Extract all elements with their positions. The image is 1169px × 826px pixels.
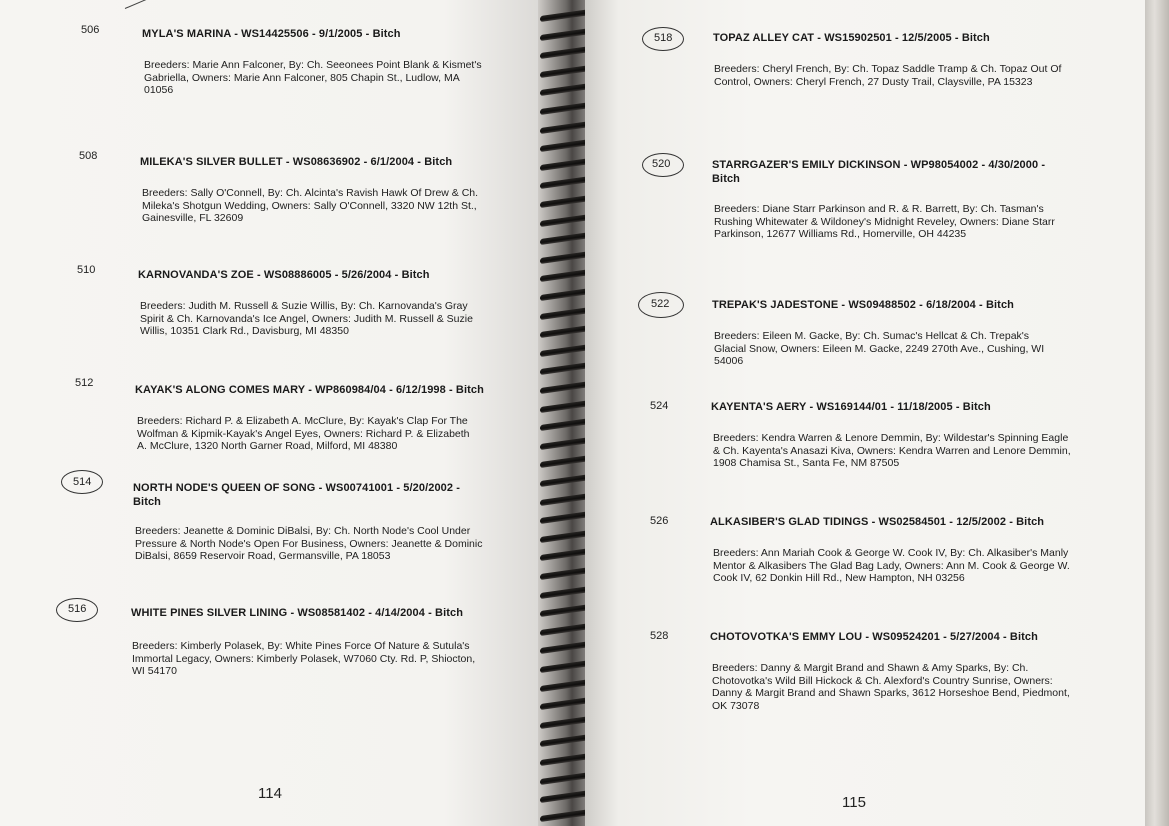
entry-details: Breeders: Jeanette & Dominic DiBalsi, By: Ch. North Node's Cool Under Pressure & North Node's Open For Business, Owners: Jeanette & Dominic DiBalsi, 8659 Reservoir Road, Germansville, PA 18053: [135, 525, 483, 562]
entry-title: ALKASIBER'S GLAD TIDINGS - WS02584501 - 12/5/2002 - Bitch: [710, 516, 1045, 528]
entry-title: MYLA'S MARINA - WS14425506 - 9/1/2005 - Bitch: [142, 28, 401, 40]
entry-title: KAYAK'S ALONG COMES MARY - WP860984/04 - 6/12/1998 - Bitch: [135, 384, 484, 396]
entry-details: Breeders: Marie Ann Falconer, By: Ch. Seeonees Point Blank & Kismet's Gabriella, Owners: Marie Ann Falconer, 805 Chapin St., Ludlow, MA 01056: [144, 59, 482, 96]
entry-title: TOPAZ ALLEY CAT - WS15902501 - 12/5/2005 - Bitch: [713, 32, 990, 44]
entry-title: STARRGAZER'S EMILY DICKINSON - WP98054002 - 4/30/2000 - Bitch: [712, 159, 1046, 185]
entry-number: 508: [79, 150, 98, 162]
entry-number: 510: [77, 264, 96, 276]
entry-number: 522: [651, 298, 670, 310]
entry-details: Breeders: Diane Starr Parkinson and R. & R. Barrett, By: Ch. Tasman's Rushing Whitewater & Wildoney's Midnight Reveley, Owners: Diane Starr Parkinson, 12677 Williams Rd., Homerville, OH 44235: [714, 203, 1055, 240]
entry-number: 506: [81, 24, 100, 36]
entry-details: Breeders: Richard P. & Elizabeth A. McClure, By: Kayak's Clap For The Wolfman & Kipmik-Kayak's Angel Eyes, Owners: Richard P. & Elizabeth A. McClure, 1320 North Garner Road, Milford, MI 48380: [137, 415, 470, 452]
entry-number: 520: [652, 158, 671, 170]
entry-details: Breeders: Judith M. Russell & Suzie Willis, By: Ch. Karnovanda's Gray Spirit & Ch. Karnovanda's Ice Angel, Owners: Judith M. Russell & Suzie Willis, 10351 Clark Rd., Davisburg, MI 48350: [140, 300, 473, 337]
entry-number: 516: [68, 603, 87, 615]
page-edge: [1145, 0, 1169, 826]
left-page: [0, 0, 555, 826]
entry-title: NORTH NODE'S QUEEN OF SONG - WS00741001 - 5/20/2002 - Bitch: [133, 482, 461, 508]
entry-details: Breeders: Sally O'Connell, By: Ch. Alcinta's Ravish Hawk Of Drew & Ch. Mileka's Shotgun Wedding, Owners: Sally O'Connell, 3320 NW 12th St., Gainesville, FL 32609: [142, 187, 479, 224]
entry-details: Breeders: Cheryl French, By: Ch. Topaz Saddle Tramp & Ch. Topaz Out Of Control, Owners: Cheryl French, 27 Dusty Trail, Claysville, PA 15323: [714, 63, 1062, 88]
page-number: 115: [842, 794, 866, 811]
entry-number: 528: [650, 630, 669, 642]
entry-title: MILEKA'S SILVER BULLET - WS08636902 - 6/1/2004 - Bitch: [140, 156, 453, 168]
entry-details: Breeders: Kimberly Polasek, By: White Pines Force Of Nature & Sutula's Immortal Legacy, Owners: Kimberly Polasek, W7060 Cty. Rd. P, Shiocton, WI 54170: [132, 640, 476, 677]
entry-details: Breeders: Ann Mariah Cook & George W. Cook IV, By: Ch. Alkasiber's Manly Mentor & Alkasibers The Glad Bag Lady, Owners: Ann M. Cook & George W. Cook IV, 62 Donkin Hill Rd., New Hampton, NH 03256: [713, 547, 1070, 584]
entry-number: 518: [654, 32, 673, 44]
entry-number: 514: [73, 476, 92, 488]
pen-strike-mark: [125, 0, 300, 9]
entry-details: Breeders: Danny & Margit Brand and Shawn & Amy Sparks, By: Ch. Chotovotka's Wild Bill Hickock & Ch. Alexford's Country Sunrise, Owners: Danny & Margit Brand and Shawn Sparks, 3612 Horseshoe Bend, Piedmont, OK 73078: [712, 662, 1070, 712]
entry-details: Breeders: Eileen M. Gacke, By: Ch. Sumac's Hellcat & Ch. Trepak's Glacial Snow, Owners: Eileen M. Gacke, 2249 270th Ave., Cushing, WI 54006: [714, 330, 1045, 367]
right-page: [585, 0, 1145, 826]
entry-title: KARNOVANDA'S ZOE - WS08886005 - 5/26/2004 - Bitch: [138, 269, 430, 281]
entry-title: CHOTOVOTKA'S EMMY LOU - WS09524201 - 5/27/2004 - Bitch: [710, 631, 1038, 643]
entry-number: 526: [650, 515, 669, 527]
entry-number: 524: [650, 400, 669, 412]
page-number: 114: [258, 785, 282, 802]
entry-title: TREPAK'S JADESTONE - WS09488502 - 6/18/2004 - Bitch: [712, 299, 1014, 311]
entry-title: WHITE PINES SILVER LINING - WS08581402 - 4/14/2004 - Bitch: [131, 607, 464, 619]
entry-details: Breeders: Kendra Warren & Lenore Demmin, By: Wildestar's Spinning Eagle & Ch. Kayenta's Anasazi Kiva, Owners: Kendra Warren and Lenore Demmin, 1908 Chamisa St., Santa Fe, NM 87505: [713, 432, 1071, 469]
entry-title: KAYENTA'S AERY - WS169144/01 - 11/18/2005 - Bitch: [711, 401, 991, 413]
entry-number: 512: [75, 377, 94, 389]
